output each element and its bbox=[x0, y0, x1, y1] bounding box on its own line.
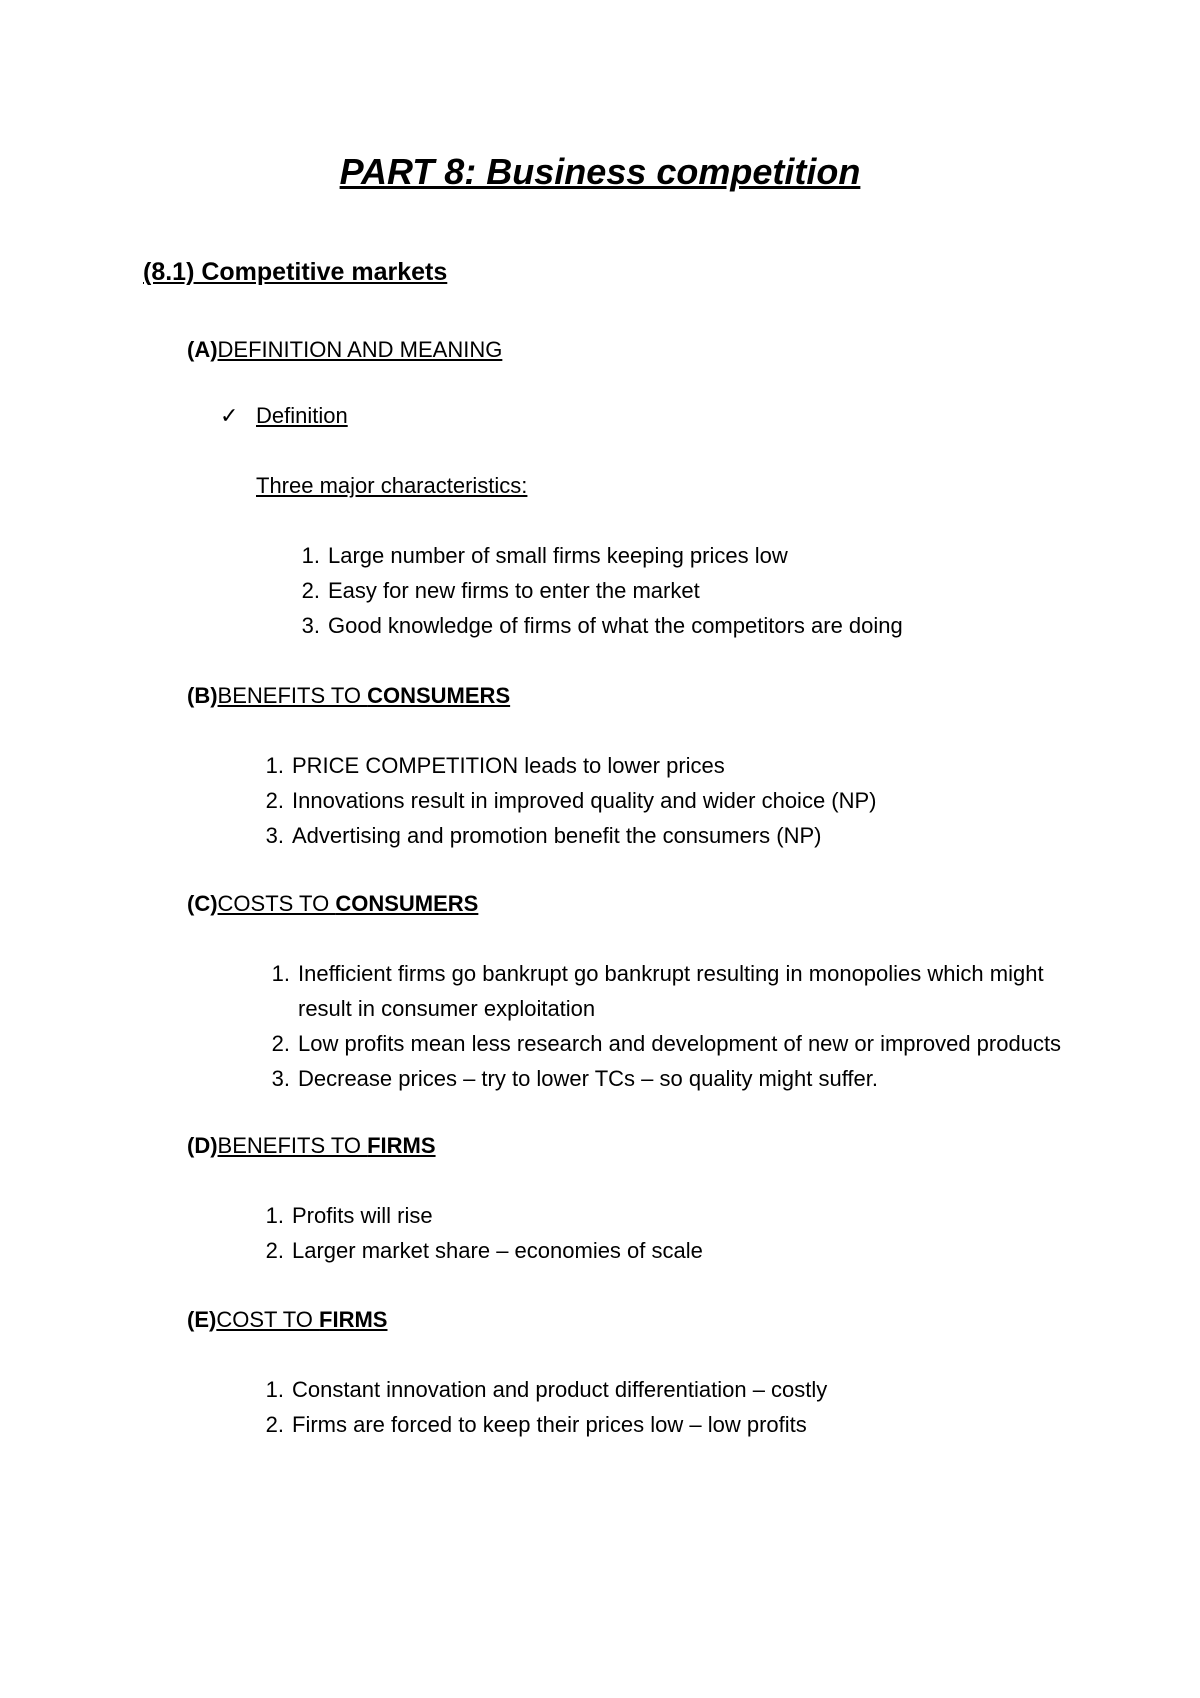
subsection-heading-c bbox=[187, 890, 478, 918]
list-item: 3. Good knowledge of firms of what the competitors are doing bbox=[301, 613, 903, 638]
list-item: 3. Decrease prices – try to lower TCs – so quality might suffer. bbox=[271, 1066, 878, 1091]
list-item: 1. Inefficient firms go bankrupt go bankrupt resulting in monopolies which might result in consumer exploitation bbox=[271, 961, 1044, 1021]
list-item: 2. Innovations result in improved quality and wider choice (NP) bbox=[265, 788, 877, 813]
list-item: 1. Constant innovation and product differentiation – costly bbox=[265, 1377, 828, 1402]
list-item: 3. Advertising and promotion benefit the consumers (NP) bbox=[265, 823, 822, 848]
section-heading: (8.1) Competitive markets bbox=[143, 258, 448, 286]
subsection-heading-a bbox=[187, 336, 502, 364]
list-item: 2. Firms are forced to keep their prices low – low profits bbox=[265, 1412, 807, 1437]
cost-firms-list bbox=[265, 1372, 1092, 1442]
subsection-label: BENEFITS TO CONSUMERS bbox=[217, 683, 511, 708]
list-item: 1. Profits will rise bbox=[265, 1203, 433, 1228]
subsection-letter: (C) bbox=[187, 891, 218, 916]
benefits-firms-list bbox=[265, 1198, 1092, 1268]
list-item: 1. PRICE COMPETITION leads to lower prices bbox=[265, 753, 725, 778]
list-item: 2. Larger market share – economies of scale bbox=[265, 1238, 703, 1263]
costs-consumers-list bbox=[271, 956, 1068, 1096]
subsection-letter: (E) bbox=[187, 1307, 217, 1332]
list-item: 2. Easy for new firms to enter the market bbox=[301, 578, 700, 603]
subsection-heading-d bbox=[187, 1132, 436, 1160]
page-title: PART 8: Business competition bbox=[339, 151, 861, 192]
list-item: 1. Large number of small firms keeping prices low bbox=[301, 543, 788, 568]
checkmark-icon: ✓ bbox=[220, 403, 239, 428]
definition-label: Definition bbox=[256, 403, 348, 428]
definition-row bbox=[220, 402, 348, 430]
subsection-label: DEFINITION AND MEANING bbox=[217, 337, 503, 362]
subsection-letter: (D) bbox=[187, 1133, 218, 1158]
subsection-letter: (B) bbox=[187, 683, 218, 708]
subsection-heading-b bbox=[187, 682, 510, 710]
list-item: 2. Low profits mean less research and development of new or improved products bbox=[271, 1031, 1062, 1056]
subsection-label: COST TO FIRMS bbox=[216, 1307, 388, 1332]
subsection-heading-e bbox=[187, 1306, 387, 1334]
subsection-label: BENEFITS TO FIRMS bbox=[217, 1133, 436, 1158]
subsection-letter: (A) bbox=[187, 337, 218, 362]
characteristics-list bbox=[301, 538, 1088, 643]
subsection-label: COSTS TO CONSUMERS bbox=[217, 891, 479, 916]
characteristics-label: Three major characteristics: bbox=[256, 473, 528, 498]
benefits-consumers-list bbox=[265, 748, 1092, 853]
